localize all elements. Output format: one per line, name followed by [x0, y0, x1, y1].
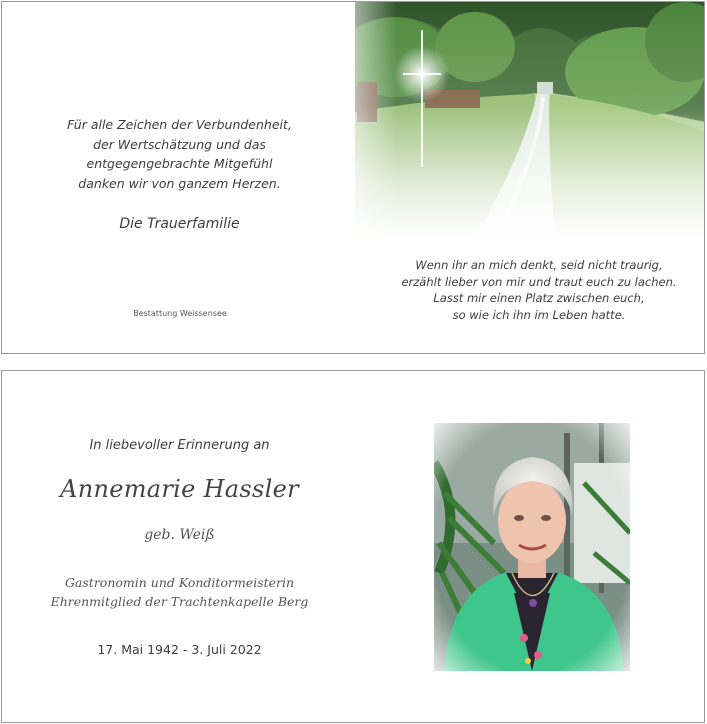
thanks-line: Für alle Zeichen der Verbundenheit,: [67, 117, 292, 132]
thanks-text: [22, 115, 337, 193]
family-signature: Die Trauerfamilie: [119, 216, 240, 232]
poem-line: Wenn ihr an mich denkt, seid nicht traurig,: [415, 258, 663, 272]
poem-text: [374, 257, 704, 323]
maiden-name: geb. Weiß: [144, 527, 215, 543]
thanks-line: danken wir von ganzem Herzen.: [78, 175, 281, 191]
front-card: [1, 370, 705, 723]
thanks-line: entgegengebrachte Mitgefühl: [86, 156, 273, 171]
role-line: Gastronomin und Konditormeisterin: [64, 575, 295, 590]
landscape-photo: [355, 2, 705, 237]
poem-line: erzählt lieber von mir und traut euch zu lachen.: [401, 274, 677, 289]
portrait-photo: [434, 423, 630, 671]
poem-line: Lasst mir einen Platz zwischen euch,: [433, 291, 645, 305]
undertaker-name: Bestattung Weissensee: [133, 309, 227, 318]
role-line: Ehrenmitglied der Trachtenkapelle Berg: [50, 594, 309, 609]
inside-card: [1, 1, 705, 354]
thanks-line: der Wertschätzung und das: [93, 136, 266, 152]
life-dates: 17. Mai 1942 - 3. Juli 2022: [97, 642, 262, 657]
intro-text: In liebevoller Erinnerung an: [89, 438, 270, 453]
poem-line: so wie ich ihn im Leben hatte.: [452, 307, 626, 322]
deceased-name: Annemarie Hassler: [60, 475, 299, 503]
roles-text: [12, 573, 347, 611]
